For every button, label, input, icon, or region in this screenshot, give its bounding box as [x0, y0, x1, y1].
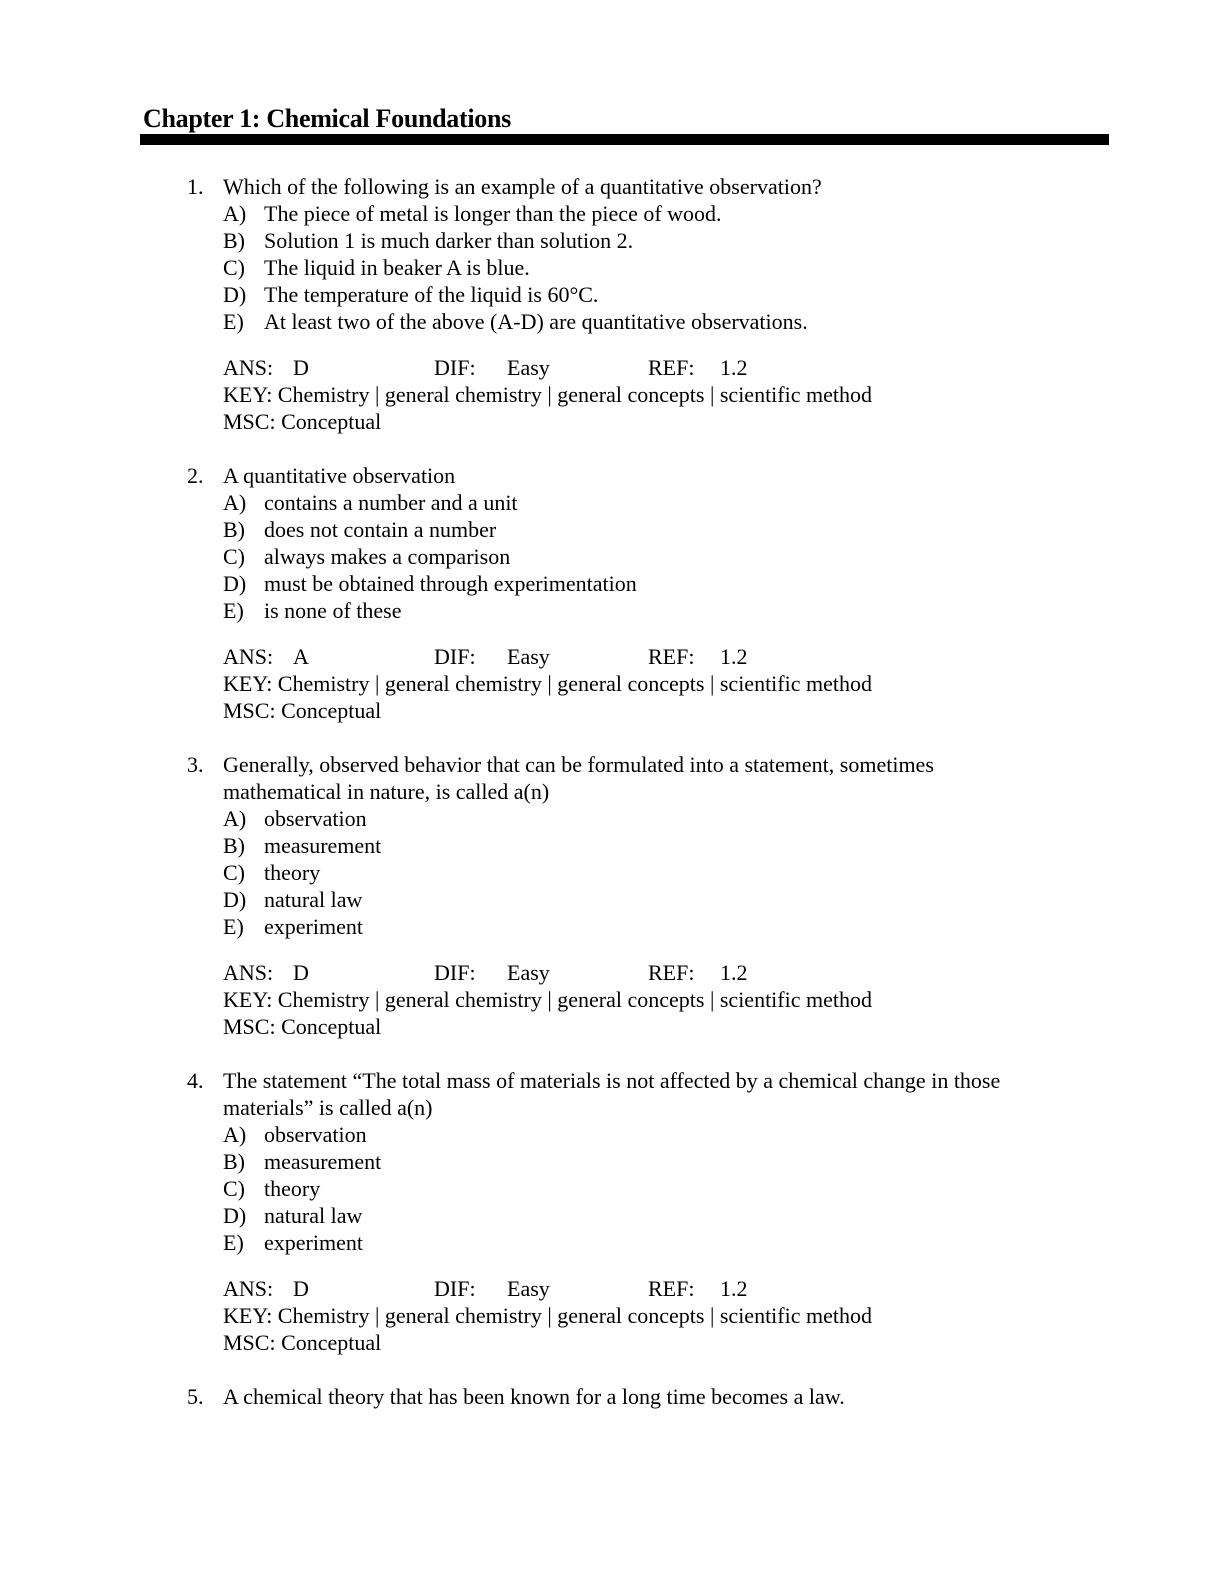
answer-line [0, 354, 1224, 381]
answer-value: D [293, 355, 309, 380]
option-letter: C) [223, 544, 245, 569]
answer-option [0, 832, 1224, 859]
option-letter: D) [223, 1203, 247, 1228]
msc-category: MSC: Conceptual [223, 1330, 382, 1355]
option-text: does not contain a number [264, 517, 497, 542]
option-text: experiment [264, 1230, 363, 1255]
answer-option [0, 281, 1224, 308]
ans-label: ANS: [223, 960, 274, 985]
option-text: measurement [264, 833, 382, 858]
keywords: KEY: Chemistry | general chemistry | general concepts | scientific method [223, 671, 872, 696]
question-stem: Which of the following is an example of a quantitative observation? [223, 174, 822, 199]
answer-option [0, 859, 1224, 886]
question-stem-line [0, 1067, 1224, 1094]
question [0, 462, 1224, 724]
key-line [0, 986, 1224, 1013]
answer-line [0, 1275, 1224, 1302]
msc-category: MSC: Conceptual [223, 409, 382, 434]
key-line [0, 670, 1224, 697]
question [0, 173, 1224, 435]
answer-option [0, 254, 1224, 281]
answer-metadata [0, 354, 1224, 435]
option-letter: B) [223, 228, 245, 253]
question-number: 1. [187, 174, 204, 199]
reference-value: 1.2 [720, 355, 748, 380]
answer-option [0, 489, 1224, 516]
ans-label: ANS: [223, 1276, 274, 1301]
answer-option [0, 1175, 1224, 1202]
question-stem-line [0, 1094, 1224, 1121]
reference-value: 1.2 [720, 1276, 748, 1301]
ref-label: REF: [648, 644, 695, 669]
option-text: theory [264, 860, 321, 885]
question-stem: A quantitative observation [223, 463, 456, 488]
option-letter: B) [223, 833, 245, 858]
ref-label: REF: [648, 960, 695, 985]
answer-value: A [293, 644, 309, 669]
option-text: always makes a comparison [264, 544, 511, 569]
key-line [0, 1302, 1224, 1329]
keywords: KEY: Chemistry | general chemistry | general concepts | scientific method [223, 382, 872, 407]
option-text: observation [264, 806, 367, 831]
option-text: Solution 1 is much darker than solution 2. [264, 228, 634, 253]
answer-metadata [0, 643, 1224, 724]
option-letter: A) [223, 201, 247, 226]
question-stem-line [0, 778, 1224, 805]
option-letter: D) [223, 282, 247, 307]
question-stem: Generally, observed behavior that can be formulated into a statement, sometimes [223, 752, 934, 777]
option-text: At least two of the above (A-D) are quantitative observations. [264, 309, 808, 334]
dif-label: DIF: [434, 960, 476, 985]
title-rule [140, 134, 1109, 145]
option-text: theory [264, 1176, 321, 1201]
msc-line [0, 1013, 1224, 1040]
option-text: experiment [264, 914, 363, 939]
answer-option [0, 805, 1224, 832]
difficulty-value: Easy [507, 1276, 550, 1301]
answer-option [0, 516, 1224, 543]
option-text: observation [264, 1122, 367, 1147]
reference-value: 1.2 [720, 644, 748, 669]
difficulty-value: Easy [507, 960, 550, 985]
option-letter: A) [223, 1122, 247, 1147]
option-text: The liquid in beaker A is blue. [264, 255, 530, 280]
answer-option [0, 597, 1224, 624]
option-text: contains a number and a unit [264, 490, 518, 515]
question-stem: The statement “The total mass of materials is not affected by a chemical change in those [223, 1068, 1001, 1093]
ref-label: REF: [648, 1276, 695, 1301]
option-letter: E) [223, 1230, 244, 1255]
answer-option [0, 1121, 1224, 1148]
option-text: The temperature of the liquid is 60°C. [264, 282, 599, 307]
question-stem-line [0, 462, 1224, 489]
question-number: 5. [187, 1384, 204, 1409]
option-letter: C) [223, 1176, 245, 1201]
ref-label: REF: [648, 355, 695, 380]
option-letter: E) [223, 598, 244, 623]
answer-option [0, 543, 1224, 570]
option-letter: C) [223, 255, 245, 280]
question-stem-line [0, 751, 1224, 778]
option-letter: D) [223, 571, 247, 596]
keywords: KEY: Chemistry | general chemistry | general concepts | scientific method [223, 1303, 872, 1328]
option-letter: E) [223, 914, 244, 939]
key-line [0, 381, 1224, 408]
question-stem: materials” is called a(n) [223, 1095, 433, 1120]
option-letter: C) [223, 860, 245, 885]
answer-value: D [293, 1276, 309, 1301]
answer-option [0, 1229, 1224, 1256]
answer-line [0, 959, 1224, 986]
answer-option [0, 308, 1224, 335]
question [0, 751, 1224, 1040]
question [0, 1383, 1224, 1410]
option-text: natural law [264, 887, 363, 912]
answer-metadata [0, 959, 1224, 1040]
answer-option [0, 227, 1224, 254]
msc-category: MSC: Conceptual [223, 698, 382, 723]
answer-metadata [0, 1275, 1224, 1356]
difficulty-value: Easy [507, 355, 550, 380]
question-stem-line [0, 1383, 1224, 1410]
question-list [0, 173, 1224, 1437]
answer-option [0, 1202, 1224, 1229]
answer-option [0, 1148, 1224, 1175]
msc-line [0, 697, 1224, 724]
answer-option [0, 200, 1224, 227]
option-letter: B) [223, 1149, 245, 1174]
option-letter: A) [223, 490, 247, 515]
question-stem: A chemical theory that has been known for a long time becomes a law. [223, 1384, 845, 1409]
option-letter: D) [223, 887, 247, 912]
option-text: The piece of metal is longer than the piece of wood. [264, 201, 722, 226]
dif-label: DIF: [434, 355, 476, 380]
question-number: 3. [187, 752, 204, 777]
chapter-title: Chapter 1: Chemical Foundations [143, 104, 511, 133]
option-letter: A) [223, 806, 247, 831]
option-text: must be obtained through experimentation [264, 571, 637, 596]
option-letter: E) [223, 309, 244, 334]
difficulty-value: Easy [507, 644, 550, 669]
ans-label: ANS: [223, 644, 274, 669]
answer-option [0, 886, 1224, 913]
dif-label: DIF: [434, 1276, 476, 1301]
option-letter: B) [223, 517, 245, 542]
option-text: is none of these [264, 598, 402, 623]
msc-category: MSC: Conceptual [223, 1014, 382, 1039]
question [0, 1067, 1224, 1356]
answer-option [0, 913, 1224, 940]
answer-line [0, 643, 1224, 670]
msc-line [0, 408, 1224, 435]
answer-value: D [293, 960, 309, 985]
answer-option [0, 570, 1224, 597]
reference-value: 1.2 [720, 960, 748, 985]
option-text: natural law [264, 1203, 363, 1228]
question-number: 4. [187, 1068, 204, 1093]
dif-label: DIF: [434, 644, 476, 669]
option-text: measurement [264, 1149, 382, 1174]
ans-label: ANS: [223, 355, 274, 380]
question-stem-line [0, 173, 1224, 200]
keywords: KEY: Chemistry | general chemistry | general concepts | scientific method [223, 987, 872, 1012]
question-stem: mathematical in nature, is called a(n) [223, 779, 550, 804]
question-number: 2. [187, 463, 204, 488]
msc-line [0, 1329, 1224, 1356]
